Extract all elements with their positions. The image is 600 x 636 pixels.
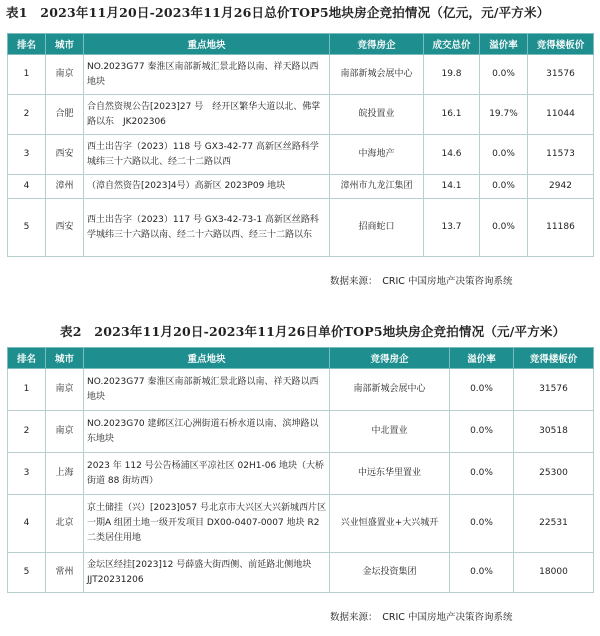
city-cell: 漳州 — [46, 175, 84, 199]
table-row — [8, 369, 594, 411]
city-cell: 合肥 — [46, 95, 84, 135]
premium-cell: 0.0% — [450, 553, 514, 593]
table-row — [8, 495, 594, 553]
parcel-cell: NO.2023G70 建邺区江心洲街道石桥水道以南、滨坤路以东地块 — [84, 411, 330, 453]
rank-cell: 5 — [8, 199, 46, 257]
premium-cell: 0.0% — [480, 199, 528, 257]
rank-cell: 1 — [8, 369, 46, 411]
rank-cell: 2 — [8, 95, 46, 135]
table-row — [8, 135, 594, 175]
table2-header-price: 竞得楼板价 — [514, 348, 594, 369]
price-cell: 25300 — [514, 453, 594, 495]
table-row — [8, 55, 594, 95]
premium-cell: 0.0% — [480, 135, 528, 175]
company-cell: 中远东华里置业 — [330, 453, 450, 495]
price-cell: 22531 — [514, 495, 594, 553]
table2-header-parcel: 重点地块 — [84, 348, 330, 369]
rank-cell: 2 — [8, 411, 46, 453]
price-cell: 30518 — [514, 411, 594, 453]
city-cell: 西安 — [46, 199, 84, 257]
table1-header-price: 竞得楼板价 — [528, 34, 594, 55]
total-cell: 13.7 — [424, 199, 480, 257]
parcel-cell: 西土出告字（2023）118 号 GX3-42-77 高新区丝路科学城纬三十六路以北、经二十二路以西 — [84, 135, 330, 175]
city-cell: 西安 — [46, 135, 84, 175]
parcel-cell: （漳自然资告[2023]4号）高新区 2023P09 地块 — [84, 175, 330, 199]
table1-header-city: 城市 — [46, 34, 84, 55]
city-cell: 南京 — [46, 369, 84, 411]
table1-header-total: 成交总价 — [424, 34, 480, 55]
parcel-cell: 合自然资规公告[2023]27 号 经开区繁华大道以北、佛掌路以东 JK202306 — [84, 95, 330, 135]
table1 — [7, 33, 594, 257]
premium-cell: 19.7% — [480, 95, 528, 135]
company-cell: 皖投置业 — [330, 95, 424, 135]
table1-header-rank: 排名 — [8, 34, 46, 55]
parcel-cell: NO.2023G77 秦淮区南部新城汇景北路以南、祥天路以西地块 — [84, 369, 330, 411]
table-row — [8, 199, 594, 257]
company-cell: 南部新城会展中心 — [330, 369, 450, 411]
company-cell: 招商蛇口 — [330, 199, 424, 257]
rank-cell: 4 — [8, 495, 46, 553]
parcel-cell: 京土储挂（兴）[2023]057 号北京市大兴区大兴新城西片区一期A 组团土地一级开发项目 DX00-0407-0007 地块 R2 二类居住用地 — [84, 495, 330, 553]
table1-header-premium: 溢价率 — [480, 34, 528, 55]
parcel-cell: 金坛区经挂[2023]12 号薛盛大街西侧、前延路北侧地块 JJT20231206 — [84, 553, 330, 593]
premium-cell: 0.0% — [480, 55, 528, 95]
parcel-cell: 2023 年 112 号公告杨浦区平凉社区 02H1-06 地块（大桥街道 88 街坊西） — [84, 453, 330, 495]
price-cell: 11044 — [528, 95, 594, 135]
table1-header-company: 竞得房企 — [330, 34, 424, 55]
table2-title: 表2 2023年11月20日-2023年11月26日单价TOP5地块房企竞拍情况（元/平方米） — [60, 324, 566, 339]
table1-title: 表1 2023年11月20日-2023年11月26日总价TOP5地块房企竞拍情况（亿元，元/平方米） — [6, 5, 550, 20]
rank-cell: 1 — [8, 55, 46, 95]
table2-header-rank: 排名 — [8, 348, 46, 369]
company-cell: 漳州市九龙江集团 — [330, 175, 424, 199]
total-cell: 14.6 — [424, 135, 480, 175]
premium-cell: 0.0% — [450, 453, 514, 495]
price-cell: 11573 — [528, 135, 594, 175]
city-cell: 南京 — [46, 55, 84, 95]
city-cell: 上海 — [46, 453, 84, 495]
table2-header-premium: 溢价率 — [450, 348, 514, 369]
parcel-cell: 西土出告字（2023）117 号 GX3-42-73-1 高新区丝路科学城纬三十六路以南、经二十六路以西、经三十二路以东 — [84, 199, 330, 257]
company-cell: 兴业恒盛置业+大兴城开 — [330, 495, 450, 553]
premium-cell: 0.0% — [450, 411, 514, 453]
price-cell: 2942 — [528, 175, 594, 199]
rank-cell: 3 — [8, 135, 46, 175]
total-cell: 16.1 — [424, 95, 480, 135]
total-cell: 14.1 — [424, 175, 480, 199]
rank-cell: 5 — [8, 553, 46, 593]
rank-cell: 4 — [8, 175, 46, 199]
price-cell: 31576 — [514, 369, 594, 411]
table-row — [8, 175, 594, 199]
parcel-cell: NO.2023G77 秦淮区南部新城汇景北路以南、祥天路以西地块 — [84, 55, 330, 95]
premium-cell: 0.0% — [480, 175, 528, 199]
table-row — [8, 411, 594, 453]
table2-header-company: 竞得房企 — [330, 348, 450, 369]
city-cell: 南京 — [46, 411, 84, 453]
table-row — [8, 553, 594, 593]
company-cell: 金坛投资集团 — [330, 553, 450, 593]
table2-header-city: 城市 — [46, 348, 84, 369]
company-cell: 南部新城会展中心 — [330, 55, 424, 95]
table1-source-note: 数据来源： CRIC 中国房地产决策咨询系统 — [330, 276, 513, 287]
price-cell: 31576 — [528, 55, 594, 95]
price-cell: 11186 — [528, 199, 594, 257]
table-row — [8, 95, 594, 135]
total-cell: 19.8 — [424, 55, 480, 95]
rank-cell: 3 — [8, 453, 46, 495]
table2-source-note: 数据来源： CRIC 中国房地产决策咨询系统 — [330, 612, 513, 623]
table1-header-parcel: 重点地块 — [84, 34, 330, 55]
premium-cell: 0.0% — [450, 369, 514, 411]
table2-header-row — [8, 348, 594, 369]
table2 — [7, 347, 594, 593]
company-cell: 中海地产 — [330, 135, 424, 175]
table1-header-row — [8, 34, 594, 55]
price-cell: 18000 — [514, 553, 594, 593]
city-cell: 常州 — [46, 553, 84, 593]
company-cell: 中北置业 — [330, 411, 450, 453]
premium-cell: 0.0% — [450, 495, 514, 553]
table-row — [8, 453, 594, 495]
city-cell: 北京 — [46, 495, 84, 553]
